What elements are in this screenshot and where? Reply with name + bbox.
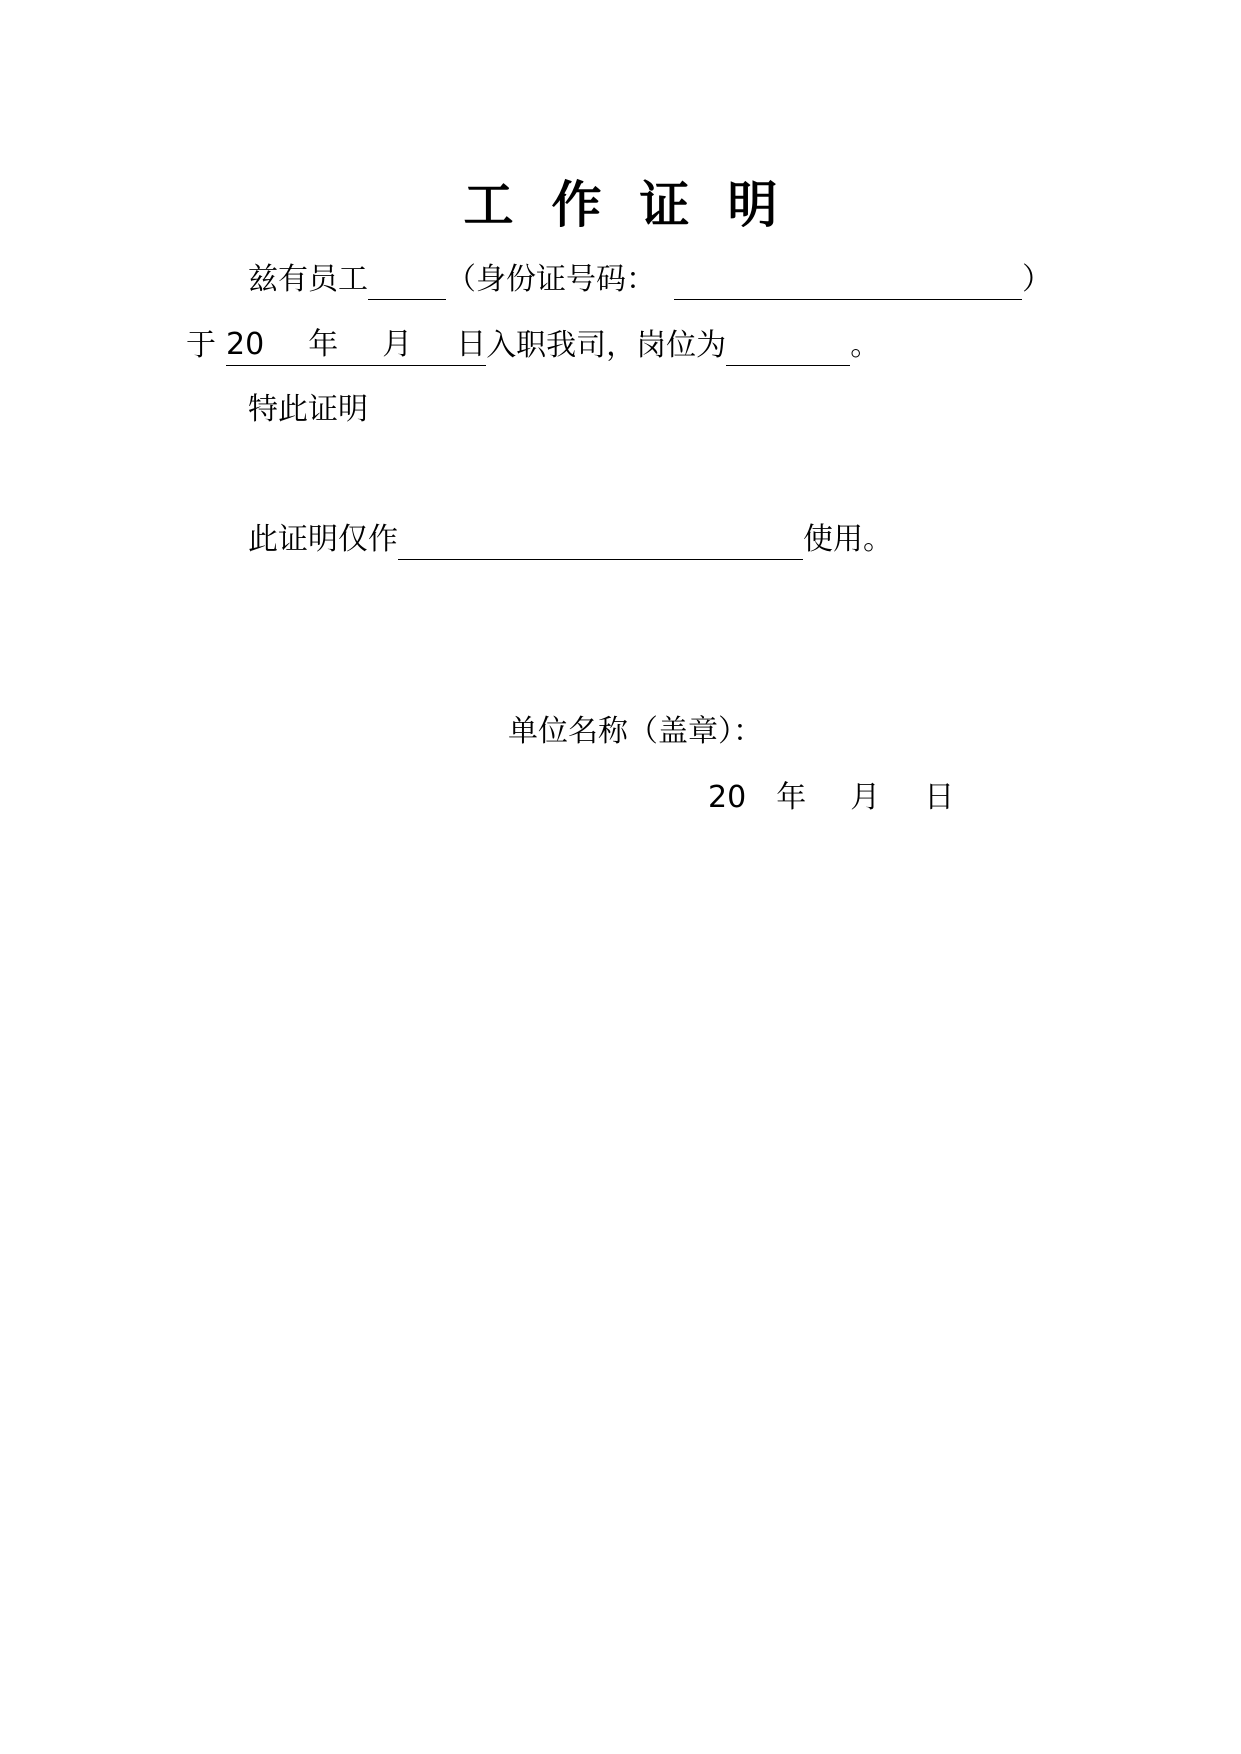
- employee-prefix: 兹有员工: [248, 262, 368, 297]
- sign-day-unit: 日: [924, 780, 955, 815]
- title-char: 作: [551, 176, 602, 234]
- certify-line: [248, 390, 368, 430]
- hire-middle-text: 入职我司，岗位为: [486, 328, 727, 363]
- purpose-prefix: 此证明仅作: [248, 522, 398, 557]
- purpose-suffix: 使用。: [803, 522, 893, 557]
- sign-month-unit: 月: [850, 780, 881, 815]
- hire-year-prefix: 20: [226, 327, 265, 362]
- employee-line: [248, 260, 1052, 300]
- unit-name-line: [508, 712, 763, 752]
- sign-year-prefix: 20: [708, 780, 747, 815]
- unit-name-label: 单位名称（盖章）：: [508, 714, 763, 749]
- signature-date-line: [708, 778, 954, 818]
- id-number-blank[interactable]: [674, 265, 1022, 300]
- position-blank[interactable]: [726, 331, 850, 366]
- employee-name-blank[interactable]: [368, 265, 446, 300]
- hire-month-unit: 月: [382, 327, 413, 362]
- purpose-blank[interactable]: [398, 525, 803, 560]
- certify-text: 特此证明: [248, 392, 368, 427]
- purpose-line: [248, 520, 893, 560]
- id-close-paren: ）: [1022, 262, 1052, 297]
- title-char: 明: [727, 176, 778, 234]
- id-label: （身份证号码：: [446, 262, 656, 297]
- yu-label: 于: [186, 328, 216, 363]
- hire-year-unit: 年: [308, 327, 339, 362]
- hire-date-blank[interactable]: [226, 325, 486, 366]
- sign-year-unit: 年: [776, 780, 807, 815]
- title-char: 工: [463, 176, 514, 234]
- hire-date-line: [186, 325, 880, 366]
- title-char: 证: [639, 176, 690, 234]
- hire-end: 。: [850, 328, 881, 363]
- hire-day-unit: 日: [456, 327, 487, 362]
- page-title: [0, 170, 1241, 240]
